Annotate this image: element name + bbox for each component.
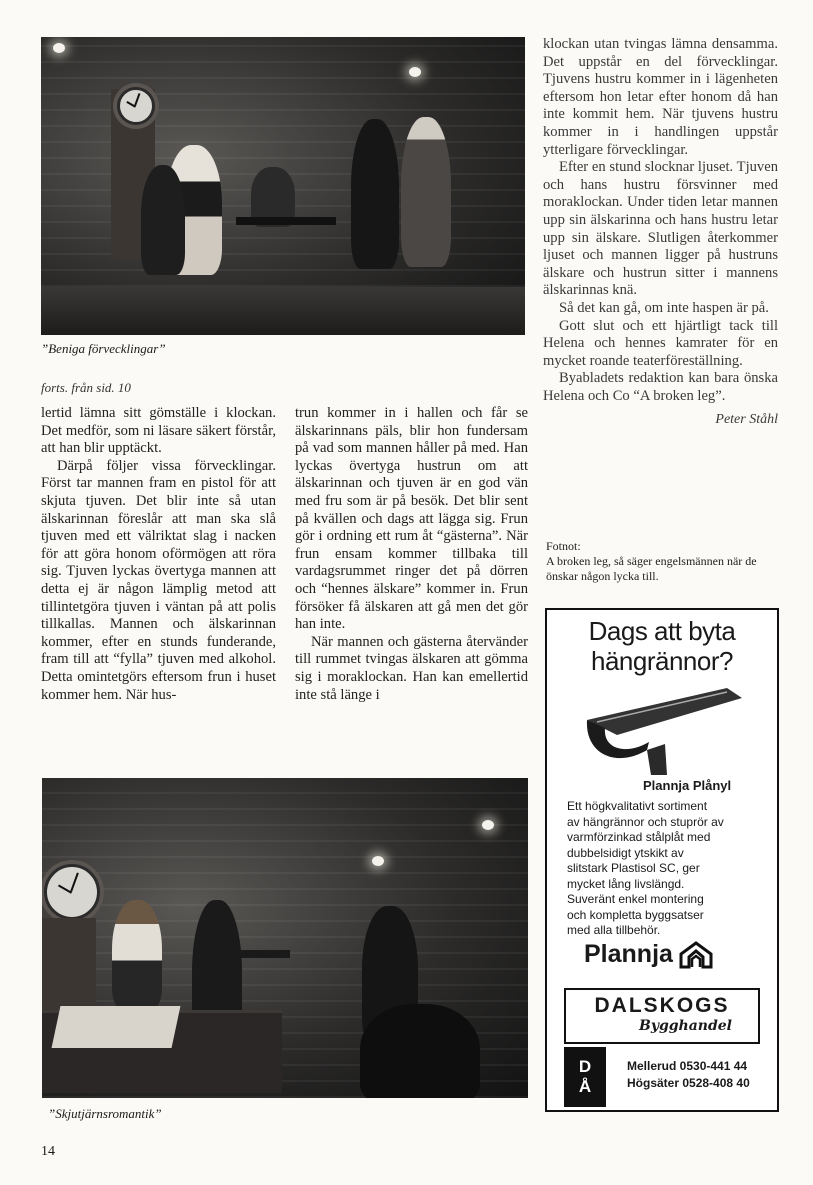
ad-desc-line: varmförzinkad stålplåt med <box>567 830 711 844</box>
footnote <box>546 539 781 584</box>
actor-woman <box>112 900 162 1010</box>
article-column-1 <box>41 405 276 704</box>
stage-light-icon <box>482 820 494 830</box>
ad-desc-line: med alla tillbehör. <box>567 923 661 937</box>
plannja-advertisement <box>545 608 779 1112</box>
ad-desc-line: av hängrännor och stuprör av <box>567 814 724 829</box>
actor-man-seated <box>141 165 185 275</box>
stage-floor <box>41 287 525 335</box>
actor-standing-dark <box>351 119 399 269</box>
ad-headline <box>547 616 777 676</box>
paragraph: När mannen och gästerna återvänder till rummet tvingas älskaren att gömma sig i moraklockan. Han kan emellertid inte stå länge i <box>295 633 528 703</box>
stage-light-icon <box>372 856 384 866</box>
paragraph: trun kommer in i hallen och får se älskarinnans päls, blir hon fundersam på vad som mannen håller på med. Han lyckas övertyga hustrun om att älskarinnan och tjuven är en god vän med fru som är på besök. Det blir sent på kvällen och dags att lägga sig. Frun gör i ordning ett rum åt “gästerna”. När frun ensam kommer tillbaka till vardagsrummet ringer det på dörren och “hennes älskare” kommer in. Frun försöker få älskaren att gå men det gör han inte. <box>295 405 528 633</box>
article-column-2 <box>295 405 528 704</box>
badge-letter-top: D <box>578 1057 592 1076</box>
ad-description <box>567 799 772 939</box>
paragraph: Därpå följer vissa förvecklingar. Först tar mannen fram en pistol för att skjuta tjuven. Det blir inte så utan älskarinnan föreslår att man ska slå tjuven med ett välriktat slag i nacken för att göra honom oförmögen att röra sig. Tjuven lyckas övertyga mannen att detta ej är någon lämplig metod att tillintetgöra tjuven i väntan på att polis tillkallas. Mannen och älskarinnan kommer, efter en stunds funderande, fram till att “fylla” tjuven med alkohol. Detta omintetgörs eftersom frun i huset kommer hem. När hus- <box>41 457 276 703</box>
ad-desc-line: Ett högkvalitativt sortiment <box>567 799 708 813</box>
photo-beniga-forvecklingar <box>41 37 525 335</box>
continued-from: forts. från sid. 10 <box>41 380 131 395</box>
paragraph: Så det kan gå, om inte haspen är på. <box>559 299 769 316</box>
pistol-arm <box>238 950 290 958</box>
footnote-title: Fotnot: <box>546 539 581 553</box>
dealer-contact <box>627 1058 750 1092</box>
ad-headline-line2: hängrännor? <box>591 646 733 676</box>
contact-line: Högsäter 0528-408 40 <box>627 1076 750 1090</box>
article-column-3 <box>543 36 778 429</box>
ad-product-name: Plannja Plånyl <box>643 778 732 793</box>
paragraph: Efter en stund slocknar ljuset. Tjuven och hans hustru försvinner med moraklockan. Under tiden letar mannen upp sin älskarinna och hans hustru letar upp sin älskare. Slutligen återkommer ljuset och mannen ligger på hustruns älskare och hustrun sitter i mannens älskarinnas knä. <box>543 159 778 299</box>
paragraph: klockan utan tvingas lämna densamma. Det uppstår en del förvecklingar. Tjuvens hustru kommer in i lägenheten eftersom hon letar efter honom då han inte kommit hem. När tjuvens hustru kommer in i handlingen uppstår ytterligare förvecklingar. <box>543 36 778 158</box>
ad-desc-line: slitstark Plastisol SC, ger <box>567 861 700 875</box>
plannja-logo <box>584 940 713 969</box>
stage-light-icon <box>53 43 65 53</box>
stage-light-icon <box>409 67 421 77</box>
audience-head <box>360 1004 480 1098</box>
ad-desc-line: och kompletta byggsatser <box>567 907 704 922</box>
author-signature: Peter Ståhl <box>715 412 778 428</box>
ad-desc-line: dubbelsidigt ytskikt av <box>567 845 684 860</box>
house-logo-icon <box>679 941 713 969</box>
clock-face-icon <box>44 864 100 920</box>
photo-skjutjarnsromantik <box>42 778 528 1098</box>
contact-line: Mellerud 0530-441 44 <box>627 1059 748 1073</box>
ad-headline-line1: Dags att byta <box>588 616 736 646</box>
paragraph: Gott slut och ett hjärtligt tack till Helena och hennes kamrater för en mycket roande teaterföreställning. <box>543 317 778 369</box>
ad-desc-line: Suveränt enkel montering <box>567 892 704 906</box>
paragraph: Byabladets redaktion kan bara önska Helena och Co “A broken leg”. <box>543 370 778 404</box>
badge-letter-bottom: Å <box>578 1077 592 1096</box>
paragraph: lertid lämna sitt gömställe i klockan. Det medför, som ni läsare säkert förstår, att han blir upptäckt. <box>41 405 276 457</box>
sofa-blanket <box>52 1006 181 1048</box>
dealer-name: DALSKOGS <box>594 994 730 1017</box>
actor-standing-coat <box>401 117 451 267</box>
da-badge-icon <box>564 1047 606 1107</box>
footnote-text: A broken leg, så säger engelsmännen när de önskar någon lycka till. <box>546 554 757 583</box>
ad-desc-line: mycket lång livslängd. <box>567 876 685 891</box>
plannja-logo-text: Plannja <box>584 940 673 968</box>
dealer-box <box>564 988 760 1044</box>
dealer-subtitle: Bygghandel <box>639 1018 732 1034</box>
clock-face-icon <box>117 87 155 125</box>
photo-caption-bottom: ”Skjutjärnsromantik” <box>48 1106 162 1121</box>
page-number: 14 <box>41 1144 55 1159</box>
coffee-table <box>236 217 336 225</box>
photo-caption-top: ”Beniga förvecklingar” <box>41 341 166 356</box>
gutter-product-icon <box>577 680 747 780</box>
